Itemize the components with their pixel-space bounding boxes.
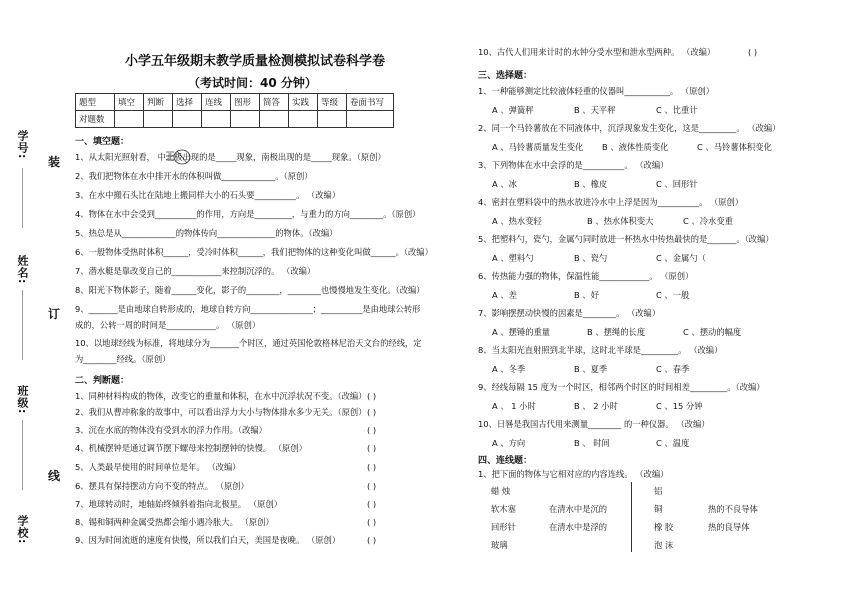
- fill-question[interactable]: 2、我们把物体在水中排开水的体积叫做_____________。（原创）: [75, 171, 313, 181]
- choice-question: 8、当太阳光直射照到北半球，这时北半球是_________。 （改编）: [478, 345, 723, 355]
- choice-options: [492, 215, 733, 227]
- score-cell[interactable]: [144, 111, 173, 128]
- score-cell[interactable]: [173, 111, 202, 128]
- student-id-label: 学号:: [16, 130, 29, 160]
- score-cell[interactable]: [347, 111, 394, 128]
- match-right-item[interactable]: 铜: [654, 504, 663, 514]
- fill-question[interactable]: 5、热总是从_____________的物体传向______________的物体。（改编）: [75, 228, 338, 238]
- choice-heading: 三、选择题：: [478, 71, 533, 81]
- choice-option-c[interactable]: C 、冷水变重: [683, 216, 733, 226]
- answer-bracket[interactable]: ( ): [367, 462, 377, 472]
- choice-option-a[interactable]: A 、摆锤的重量: [492, 327, 551, 337]
- judge-question: 9、因为时间流逝的速度有快慢，所以我们白天，美国是夜晚。 （原创）: [75, 535, 341, 545]
- choice-question: 3、下列物体在水中会浮的是__________。 （改编）: [478, 160, 669, 170]
- matching-divider: [631, 482, 632, 552]
- score-cell[interactable]: [231, 111, 260, 128]
- choice-option-a[interactable]: A 、冬季: [492, 364, 526, 374]
- choice-option-b[interactable]: B 、液体性质变化: [602, 142, 669, 152]
- student-id-line: [22, 168, 23, 228]
- answer-bracket[interactable]: ( ): [367, 517, 377, 527]
- choice-option-a[interactable]: A 、马铃薯质量发生变化: [492, 142, 584, 152]
- score-header-cell: 选择: [173, 94, 202, 111]
- fill-question[interactable]: 9、_______是由地球自转形成的，地球自转方向_______________；__________是由地球公转形: [75, 304, 421, 314]
- name-label: 姓名:: [16, 255, 29, 285]
- bind-char-xian: 线: [48, 469, 61, 483]
- judge-question: 1、同种材料构成的物体，改变它的重量和体积，在水中沉浮状况不变。（改编）: [75, 391, 367, 401]
- score-row-label: 对题数: [76, 111, 115, 128]
- score-table-header-row: [76, 94, 394, 111]
- choice-option-a[interactable]: A 、方向: [492, 438, 526, 448]
- judge-question: 8、锡和铜两种金属受热都会缩小遇冷胀大。 （原创）: [75, 517, 274, 527]
- choice-option-b[interactable]: B 、 2 小时: [574, 401, 618, 411]
- choice-question: 1、一种能够测定比较液体轻重的仪器叫___________。 （原创）: [478, 86, 715, 96]
- match-left-property[interactable]: 在清水中是浮的: [549, 522, 608, 532]
- choice-option-b[interactable]: B 、热水体积变大: [587, 216, 654, 226]
- match-left-property[interactable]: 在清水中是沉的: [549, 504, 608, 514]
- class-label: 班级:: [16, 385, 29, 415]
- score-header-cell: 等级: [318, 94, 347, 111]
- choice-question: 2、同一个马铃薯放在不同液体中，沉浮现象发生变化，这是_________。 （改编）: [478, 123, 781, 133]
- answer-bracket[interactable]: ( ): [367, 535, 377, 545]
- choice-question: 7、影响摆摆动快慢的因素是________。 （改编）: [478, 308, 661, 318]
- fill-question-cont[interactable]: 为________经线。（原创）: [75, 354, 171, 364]
- choice-options: [492, 363, 689, 375]
- choice-question: 10、日晷是我国古代用来测量________ 的一种仪器。 （改编）: [478, 419, 710, 429]
- choice-options: [492, 104, 698, 116]
- answer-bracket[interactable]: ( ): [367, 481, 377, 491]
- choice-question: 5、把塑料勺，瓷勺，金属勺同时放进一杯热水中传热最快的是_______。（改编）: [478, 234, 774, 244]
- exam-title: 小学五年级期末教学质量检测模拟试卷科学卷: [125, 54, 386, 69]
- choice-option-a[interactable]: A 、热水变轻: [492, 216, 542, 226]
- fill-question-cont[interactable]: 成的，公转一周的时间是____________。 （原创）: [75, 320, 261, 330]
- choice-option-c[interactable]: C 、温度: [656, 438, 690, 448]
- choice-option-b[interactable]: B 、夏季: [574, 364, 608, 374]
- choice-option-c[interactable]: C 、一般: [656, 290, 690, 300]
- choice-option-c[interactable]: C 、摆动的幅度: [683, 327, 742, 337]
- fill-question[interactable]: 1、从太阳光照射看， 中北极出现的是_____现象，南极出现的是_____现象。（原创）: [75, 152, 386, 162]
- choice-options: [492, 289, 689, 301]
- fill-blank-heading: 一、填空题：: [75, 137, 130, 147]
- score-cell[interactable]: [318, 111, 347, 128]
- choice-options: [492, 178, 698, 190]
- choice-option-a[interactable]: A 、 1 小时: [492, 401, 536, 411]
- score-header-cell: 实践: [289, 94, 318, 111]
- fill-question[interactable]: 7、潜水艇是靠改变自己的____________来控制沉浮的。 （改编）: [75, 266, 316, 276]
- answer-bracket[interactable]: ( ): [367, 499, 377, 509]
- fill-question[interactable]: 10、以地球经线为标准，将地球分为_______个时区，通过英国伦敦格林尼治天文台的经线，定: [75, 338, 422, 348]
- judge-question: 3、沉在水底的物体没有受到水的浮力作用。（改编）: [75, 425, 267, 435]
- choice-option-a[interactable]: A 、塑料勺: [492, 253, 534, 263]
- choice-option-a[interactable]: A 、冰: [492, 179, 517, 189]
- score-cell[interactable]: [115, 111, 144, 128]
- choice-option-b[interactable]: B 、天平秤: [574, 105, 616, 115]
- matching-instruction: 1、把下面的物体与它相对应的内容连线。 （改编）: [478, 469, 669, 479]
- match-right-item[interactable]: 橡 胶: [654, 522, 674, 532]
- match-right-item[interactable]: 铝: [654, 486, 663, 496]
- score-cell[interactable]: [260, 111, 289, 128]
- school-label: 学校:: [16, 515, 29, 545]
- score-header-cell: 填空: [115, 94, 144, 111]
- match-left-item[interactable]: 玻璃: [491, 540, 508, 550]
- choice-option-b[interactable]: B 、摆绳的长度: [587, 327, 646, 337]
- fill-question[interactable]: 6、一般物体受热时体积______，受冷时体积______，我们把物体的这种变化叫做______。（改编）: [75, 247, 433, 257]
- choice-options: [492, 400, 703, 412]
- judge-question: 7、地球转动时，地轴始终倾斜着指向北极星。 （原创）: [75, 499, 283, 509]
- class-line: [22, 420, 23, 490]
- bind-char-ding: 订: [48, 307, 61, 321]
- fill-question[interactable]: 3、在水中搬石头比在陆地上搬同样大小的石头要__________。 （改编）: [75, 190, 341, 200]
- score-cell[interactable]: [202, 111, 231, 128]
- choice-option-b[interactable]: B 、橡皮: [574, 179, 608, 189]
- choice-question: 4、密封在塑料袋中的热水放进冷水中上浮是因为__________。 （原创）: [478, 197, 744, 207]
- bind-char-zhuang: 装: [48, 155, 61, 169]
- score-header-cell: 图形: [231, 94, 260, 111]
- choice-options: [492, 141, 772, 153]
- answer-bracket[interactable]: ( ): [748, 47, 758, 57]
- choice-option-c[interactable]: C 、回形针: [656, 179, 698, 189]
- score-table-answer-row: [76, 111, 394, 128]
- judge-question: 5、人类最早使用的时间单位是年。 （改编）: [75, 462, 241, 472]
- choice-option-a[interactable]: A 、差: [492, 290, 517, 300]
- choice-options: [492, 326, 741, 338]
- score-header-cell: 题型: [76, 94, 115, 111]
- choice-option-c[interactable]: C 、马铃薯体积变化: [697, 142, 772, 152]
- match-left-item[interactable]: 软木塞: [491, 504, 516, 514]
- matching-heading: 四、连线题：: [478, 456, 533, 466]
- score-cell[interactable]: [289, 111, 318, 128]
- answer-bracket[interactable]: ( ): [367, 391, 377, 401]
- answer-bracket[interactable]: ( ): [367, 425, 377, 435]
- choice-option-c[interactable]: C 、15 分钟: [656, 401, 703, 411]
- judge-question: 4、机械摆钟是通过调节摆下螺母来控制摆钟的快慢。 （原创）: [75, 443, 307, 453]
- judge-question: 6、摆具有保持摆动方向不变的特点。 （原创）: [75, 481, 249, 491]
- score-header-cell: 判断: [144, 94, 173, 111]
- choice-question: 6、传热能力强的物体，保温性能____________。 （原创）: [478, 271, 694, 281]
- score-header-cell: 连线: [202, 94, 231, 111]
- fill-question[interactable]: 4、物体在水中会受到__________的作用，方向是_________，与重力的方向________。（原创）: [75, 209, 421, 219]
- fill-question[interactable]: 8、阳光下物体影子，随着______变化，影子的________，________也慢慢地发生变化。（改编）: [75, 285, 425, 295]
- choice-options: [492, 252, 706, 264]
- choice-question: 9、经线每隔 15 度为一个时区，相邻两个时区的时间相差_________。（改编）: [478, 382, 765, 392]
- judge-question: 2、我们从曹冲称象的故事中，可以看出浮力大小与物体排水多少无关。（原创）: [75, 407, 367, 417]
- score-table: [75, 93, 394, 128]
- answer-bracket[interactable]: ( ): [367, 443, 377, 453]
- choice-option-c[interactable]: C 、春季: [656, 364, 690, 374]
- choice-option-b[interactable]: B 、好: [574, 290, 599, 300]
- choice-option-c[interactable]: C 、比重计: [656, 105, 698, 115]
- choice-option-c[interactable]: C 、金属勺（: [656, 253, 706, 263]
- match-right-property[interactable]: 热的良导体: [708, 522, 750, 532]
- match-left-item[interactable]: 蜡 烛: [491, 486, 511, 496]
- choice-options: [492, 437, 689, 449]
- choice-option-b[interactable]: B 、瓷勺: [574, 253, 608, 263]
- score-header-cell: 卷面书写: [347, 94, 394, 111]
- name-line: [22, 290, 23, 360]
- judge-question-10: 10、古代人们用来计时的水钟分受水型和泄水型两种。 （改编）: [478, 47, 716, 57]
- match-left-item[interactable]: 回形针: [491, 522, 516, 532]
- match-right-property[interactable]: 热的不良导体: [708, 504, 758, 514]
- match-right-item[interactable]: 泡 沫: [654, 540, 674, 550]
- choice-option-b[interactable]: B 、 时间: [574, 438, 610, 448]
- choice-option-a[interactable]: A 、弹簧秤: [492, 105, 534, 115]
- judge-heading: 二、判断题：: [75, 376, 130, 386]
- exam-subtitle: （考试时间：40 分钟）: [188, 76, 317, 90]
- score-header-cell: 简答: [260, 94, 289, 111]
- answer-bracket[interactable]: ( ): [367, 407, 377, 417]
